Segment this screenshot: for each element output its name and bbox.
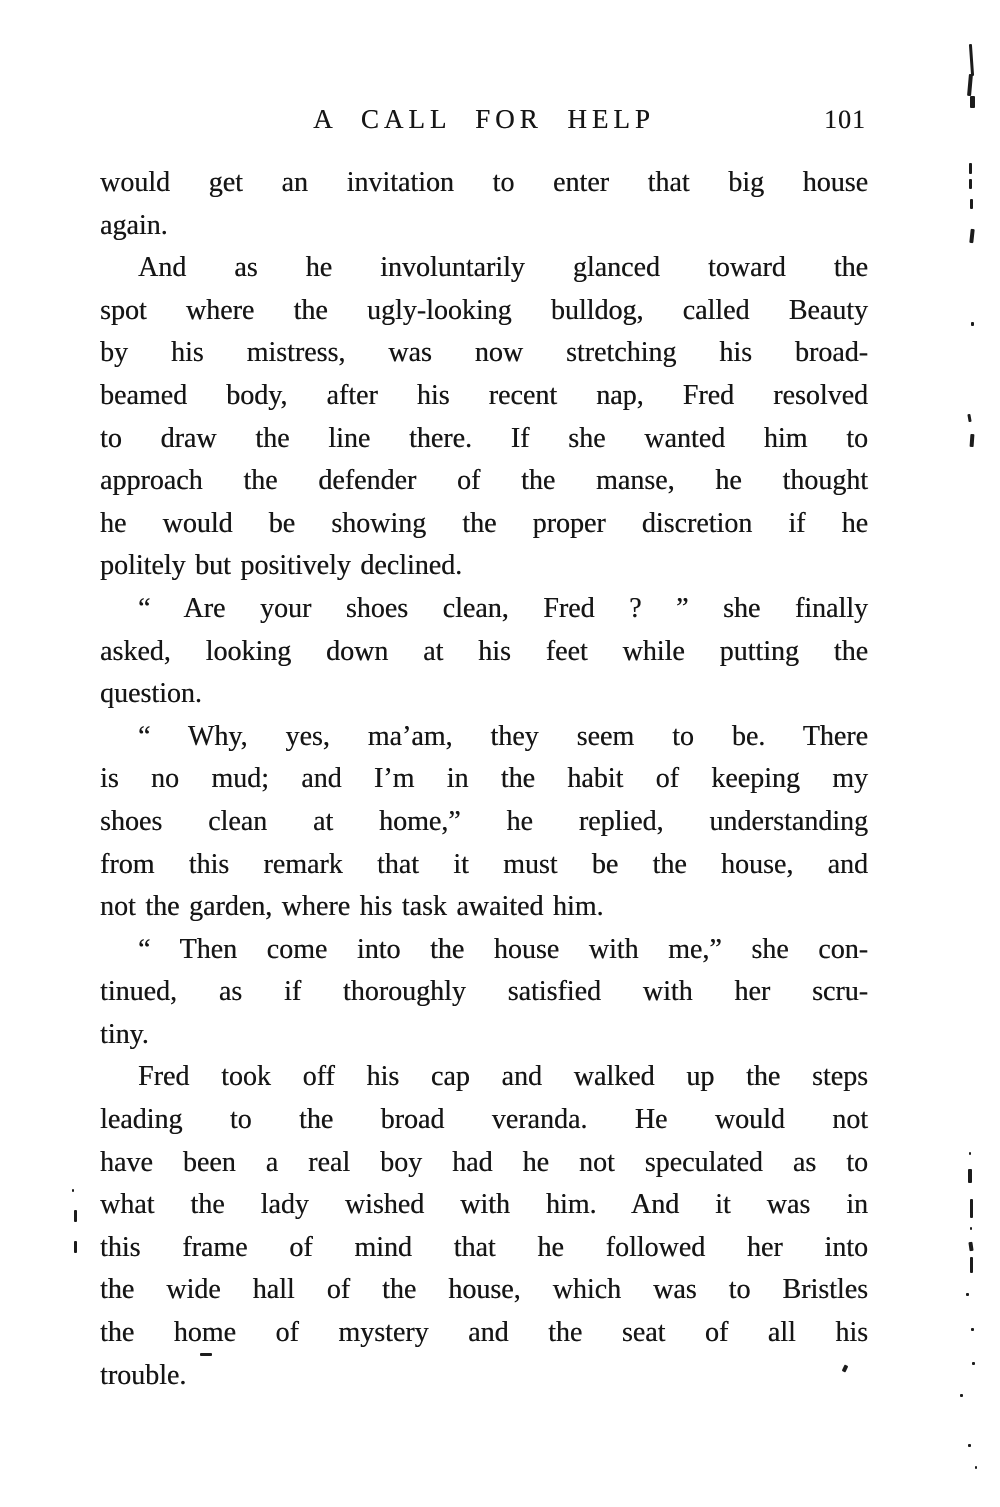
text-line: politely but positively declined. <box>100 550 463 582</box>
text-line: spot where the ugly-looking bulldog, called Beauty <box>100 294 868 326</box>
scan-speck <box>975 1466 977 1469</box>
scan-speck <box>966 1293 969 1296</box>
text-line: asked, looking down at his feet while putting the <box>100 635 868 667</box>
scan-speck <box>971 322 974 326</box>
scan-speck <box>972 1362 975 1365</box>
text-line: tinued, as if thoroughly satisfied with her scru- <box>100 976 868 1008</box>
text-line: trouble. <box>100 1359 187 1391</box>
scan-speck <box>969 44 974 76</box>
text-line: have been a real boy had he not speculated as to <box>100 1146 868 1178</box>
text-line: the home of mystery and the seat of all his <box>100 1317 868 1349</box>
text-line: “ Then come into the house with me,” she con- <box>138 933 868 965</box>
scan-speck <box>970 1257 973 1273</box>
scan-speck <box>200 1353 212 1356</box>
scan-speck <box>970 1199 973 1218</box>
text-line: shoes clean at home,” he replied, understanding <box>100 805 868 837</box>
text-line: approach the defender of the manse, he thought <box>100 465 868 497</box>
scan-speck <box>969 163 972 174</box>
scan-speck <box>970 434 975 447</box>
running-head <box>100 104 868 140</box>
page-number: 101 <box>824 105 866 134</box>
scan-speck <box>971 1328 974 1331</box>
text-line: leading to the broad veranda. He would not <box>100 1104 868 1136</box>
scan-speck <box>968 1444 971 1447</box>
text-line: “ Are your shoes clean, Fred ? ” she finally <box>138 592 868 624</box>
scan-speck <box>969 229 974 243</box>
scan-speck <box>74 1210 77 1222</box>
scan-speck <box>970 1227 972 1230</box>
text-line: tiny. <box>100 1018 149 1050</box>
text-line: And as he involuntarily glanced toward the <box>138 252 868 284</box>
text-line: what the lady wished with him. And it was in <box>100 1189 868 1221</box>
text-line: the wide hall of the house, which was to Bristles <box>100 1274 868 1306</box>
text-line: Fred took off his cap and walked up the steps <box>138 1061 868 1093</box>
scan-speck <box>969 179 972 189</box>
text-line: by his mistress, was now stretching his broad- <box>100 337 868 369</box>
text-line: again. <box>100 209 168 241</box>
text-line: this frame of mind that he followed her into <box>100 1231 868 1263</box>
scan-speck <box>74 1241 77 1253</box>
text-line: is no mud; and I’m in the habit of keeping my <box>100 763 868 795</box>
text-line: to draw the line there. If she wanted him to <box>100 422 868 454</box>
chapter-title: A CALL FOR HELP <box>313 104 655 134</box>
scan-speck <box>970 96 975 108</box>
scan-speck <box>967 74 973 96</box>
page-text <box>100 162 868 1397</box>
text-line: question. <box>100 678 202 710</box>
scan-speck <box>970 199 973 209</box>
scan-speck <box>967 414 971 422</box>
scan-speck <box>968 1242 973 1251</box>
text-line: he would be showing the proper discretion if he <box>100 507 868 539</box>
text-line: beamed body, after his recent nap, Fred resolved <box>100 379 868 411</box>
text-line: “ Why, yes, ma’am, they seem to be. There <box>138 720 868 752</box>
scan-speck <box>960 1394 963 1397</box>
scan-speck <box>969 1152 971 1155</box>
scan-speck <box>72 1189 74 1192</box>
text-line: not the garden, where his task awaited him. <box>100 891 604 923</box>
text-line: would get an invitation to enter that big house <box>100 167 868 198</box>
scan-speck <box>968 1169 972 1183</box>
text-line: from this remark that it must be the house, and <box>100 848 868 880</box>
